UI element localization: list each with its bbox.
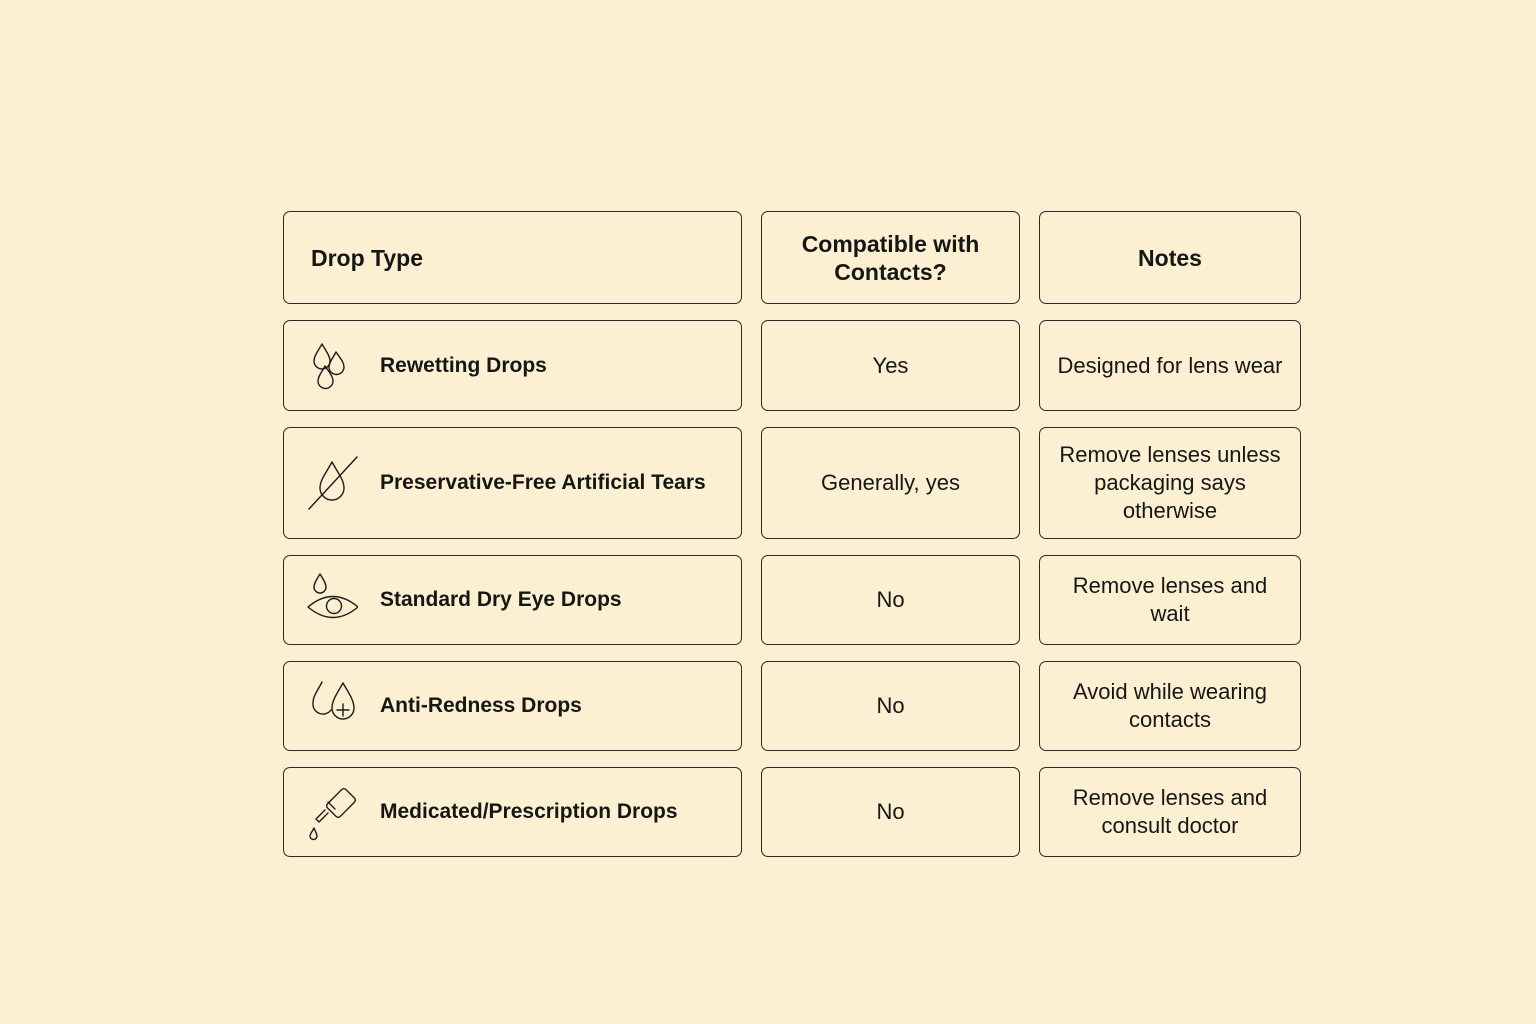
drop-type-label: Standard Dry Eye Drops [380, 588, 622, 611]
drop-type-label: Medicated/Prescription Drops [380, 800, 678, 823]
eye-drops-comparison-table [283, 211, 1301, 873]
compatible-cell: No [761, 661, 1020, 751]
drop-type-cell [283, 427, 742, 539]
dropper-bottle-icon [306, 782, 358, 842]
no-preservative-drop-icon [306, 453, 358, 513]
drop-type-label: Preservative-Free Artificial Tears [380, 471, 706, 494]
drop-type-label: Anti-Redness Drops [380, 694, 582, 717]
table-row [283, 661, 1301, 751]
notes-cell: Remove lenses unless packaging says otherwise [1039, 427, 1301, 539]
header-compatible: Compatible with Contacts? [761, 211, 1020, 304]
notes-cell: Remove lenses and consult doctor [1039, 767, 1301, 857]
table-row [283, 320, 1301, 411]
compatible-cell: No [761, 555, 1020, 645]
drop-type-cell [283, 767, 742, 857]
eye-drop-icon [306, 570, 358, 630]
drop-type-cell [283, 555, 742, 645]
table-header-row [283, 211, 1301, 304]
table-row [283, 555, 1301, 645]
header-drop-type: Drop Type [283, 211, 742, 304]
notes-cell: Designed for lens wear [1039, 320, 1301, 411]
drop-type-cell [283, 661, 742, 751]
table-row [283, 767, 1301, 857]
notes-cell: Avoid while wearing contacts [1039, 661, 1301, 751]
header-notes: Notes [1039, 211, 1301, 304]
drops-plus-icon [306, 676, 358, 736]
drop-type-cell [283, 320, 742, 411]
notes-cell: Remove lenses and wait [1039, 555, 1301, 645]
water-drops-icon [306, 336, 358, 396]
compatible-cell: No [761, 767, 1020, 857]
drop-type-label: Rewetting Drops [380, 353, 547, 377]
compatible-cell: Yes [761, 320, 1020, 411]
compatible-cell: Generally, yes [761, 427, 1020, 539]
table-row [283, 427, 1301, 539]
